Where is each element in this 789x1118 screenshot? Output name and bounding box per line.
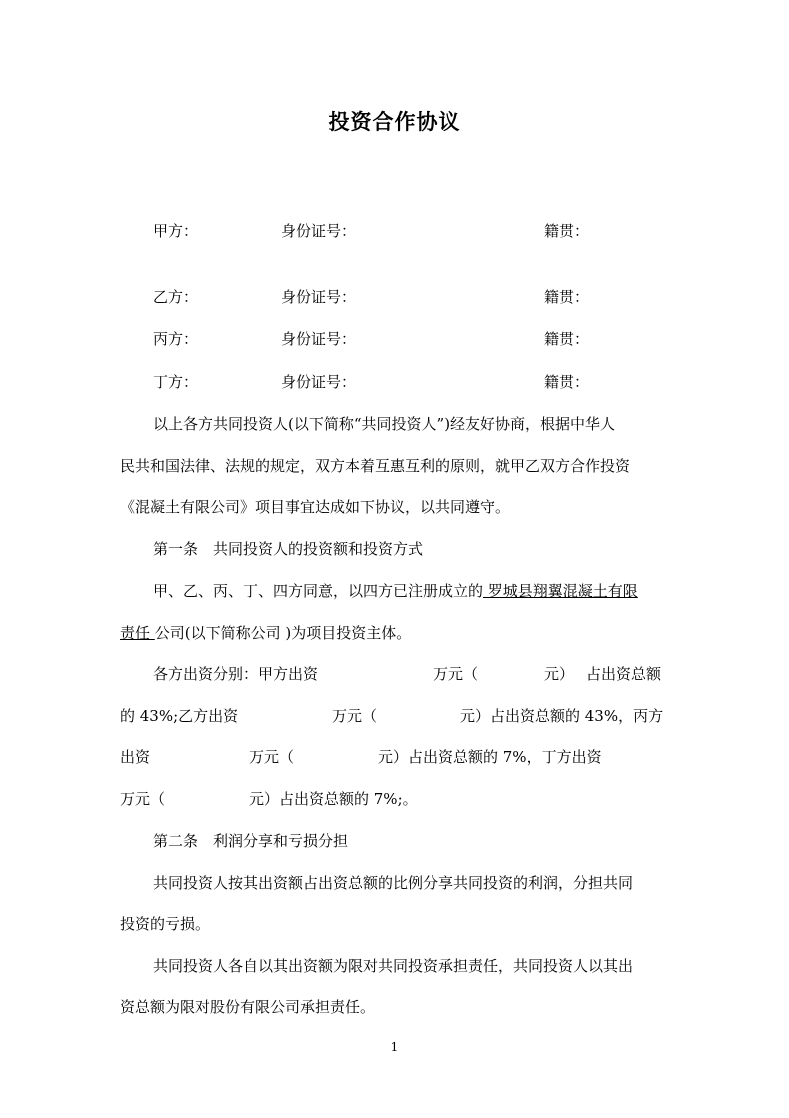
contribution-text: 的 43%;乙方出资 bbox=[120, 707, 239, 725]
company-name-underlined: 罗城县翔翼混凝土有限 bbox=[483, 582, 638, 600]
party-label: 甲方： bbox=[153, 222, 199, 240]
origin-label: 籍贯： bbox=[544, 373, 590, 391]
contribution-text: 各方出资分别：甲方出资 bbox=[153, 665, 319, 683]
origin-label: 籍贯： bbox=[544, 222, 590, 240]
id-number-label: 身份证号： bbox=[281, 330, 357, 348]
id-number-label: 身份证号： bbox=[281, 373, 357, 391]
company-name-underlined: 责任 bbox=[120, 624, 155, 642]
intro-line: 以上各方共同投资人(以下简称“共同投资人”)经友好协商，根据中华人 bbox=[153, 415, 616, 433]
page-number: 1 bbox=[390, 1040, 399, 1054]
article-2-paragraph-line: 资总额为限对股份有限公司承担责任。 bbox=[120, 998, 376, 1016]
text: 公司(以下简称公司 )为项目投资主体。 bbox=[154, 624, 412, 642]
origin-label: 籍贯： bbox=[544, 330, 590, 348]
contribution-text: 元）占出资总额的 7%;。 bbox=[249, 790, 418, 808]
id-number-label: 身份证号： bbox=[281, 288, 357, 306]
id-number-label: 身份证号： bbox=[281, 222, 357, 240]
contribution-text: 万元（ bbox=[332, 707, 378, 725]
contribution-text: 元） bbox=[544, 665, 575, 683]
intro-line: 民共和国法律、法规的规定，双方本着互惠互利的原则，就甲乙双方合作投资 bbox=[120, 457, 631, 475]
article-1-heading: 第一条 共同投资人的投资额和投资方式 bbox=[153, 540, 424, 558]
party-label: 丁方： bbox=[153, 373, 199, 391]
party-label: 丙方： bbox=[153, 330, 199, 348]
article-1-paragraph-line bbox=[153, 581, 638, 601]
article-2-paragraph-line: 共同投资人各自以其出资额为限对共同投资承担责任，共同投资人以其出 bbox=[153, 957, 634, 975]
contribution-text: 万元（ bbox=[120, 790, 166, 808]
document-title: 投资合作协议 bbox=[328, 110, 461, 134]
party-label: 乙方： bbox=[153, 288, 199, 306]
contribution-text: 占出资总额 bbox=[586, 665, 662, 683]
article-2-paragraph-line: 共同投资人按其出资额占出资总额的比例分享共同投资的利润，分担共同 bbox=[153, 874, 634, 892]
origin-label: 籍贯： bbox=[544, 288, 590, 306]
contribution-text: 出资 bbox=[120, 748, 151, 766]
contribution-text: 万元（ bbox=[249, 748, 295, 766]
contribution-text: 万元（ bbox=[433, 665, 479, 683]
text: 甲、乙、丙、丁、四方同意，以四方已注册成立的 bbox=[153, 582, 484, 600]
contribution-text: 元）占出资总额的 43%，丙方 bbox=[460, 707, 664, 725]
intro-line: 《混凝土有限公司》项目事宜达成如下协议，以共同遵守。 bbox=[120, 498, 511, 516]
article-2-heading: 第二条 利润分享和亏损分担 bbox=[153, 832, 349, 850]
contribution-text: 元）占出资总额的 7%，丁方出资 bbox=[378, 748, 602, 766]
article-1-paragraph-line bbox=[120, 623, 411, 643]
article-2-paragraph-line: 投资的亏损。 bbox=[120, 915, 211, 933]
